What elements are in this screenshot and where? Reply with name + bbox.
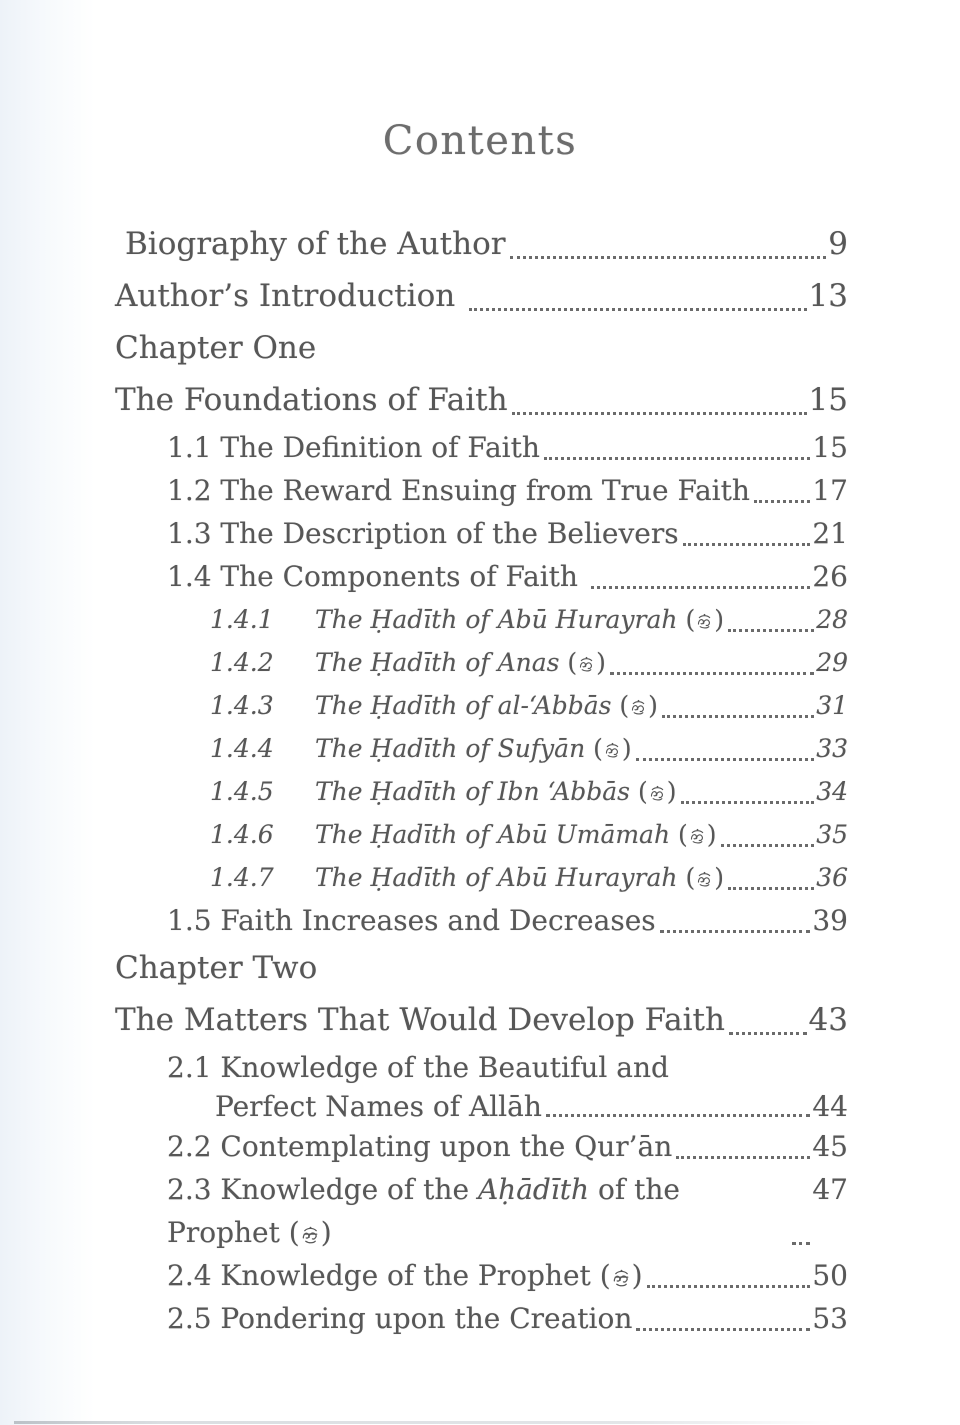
radi-allahu-anhu-icon	[577, 655, 596, 674]
toc-entry-number: 1.4.2	[210, 648, 274, 677]
toc-entry-2-1	[0, 1046, 960, 1125]
toc-entry-title: The Ḥadīth of Abū Hurayrah	[315, 863, 686, 892]
dot-leader	[510, 218, 827, 270]
radi-allahu-anhu-icon	[695, 612, 714, 631]
toc-entry-page: 50	[812, 1259, 848, 1292]
toc-entry-title: 2.2 Contemplating upon the Qur’ān	[167, 1130, 673, 1163]
toc-entry-title: The Matters That Would Develop Faith	[115, 1002, 725, 1038]
paren-close: )	[706, 820, 717, 849]
toc-entry-page: 21	[812, 517, 848, 550]
toc-entry-1-3	[167, 512, 960, 555]
toc-entry-number: 1.4.6	[210, 820, 274, 849]
toc-entry-title-line2: Perfect Names of Allāh	[215, 1090, 542, 1123]
toc-entry-page: 53	[812, 1302, 848, 1335]
dot-leader	[469, 270, 806, 322]
paren-close: )	[714, 605, 724, 634]
toc-entry-2-2	[167, 1125, 960, 1168]
radi-allahu-anhu-icon	[603, 741, 622, 760]
dot-leader	[647, 1254, 811, 1297]
dot-leader	[729, 994, 807, 1046]
toc-entry-number: 1.4.1	[210, 605, 274, 634]
dot-leader	[636, 1297, 810, 1340]
toc-entry-title-line1: 2.1 Knowledge of the Beautiful and	[167, 1051, 669, 1084]
dot-leader	[546, 1089, 810, 1125]
toc-entry-page: 15	[808, 382, 848, 418]
toc-entry-number: 1.4.5	[210, 777, 274, 806]
paren-close: )	[596, 648, 606, 677]
dot-leader	[676, 1125, 810, 1168]
toc-entry-1-4-3	[210, 684, 960, 727]
paren-close: )	[621, 734, 632, 763]
toc-chapter-one-label	[115, 322, 960, 374]
toc-entry-page: 43	[808, 1002, 848, 1038]
toc-entry-page: 17	[812, 474, 848, 507]
paren-open: (	[685, 863, 696, 892]
dot-leader	[681, 770, 815, 813]
chapter-label: Chapter Two	[115, 950, 318, 986]
toc-entry-number: 1.4.3	[210, 691, 274, 720]
toc-entry-page: 36	[816, 863, 848, 892]
toc-entry-page: 35	[816, 820, 848, 849]
toc-entry-1-4-1	[210, 598, 960, 641]
dot-leader	[792, 1168, 810, 1254]
toc-entry-title: 1.4 The Components of Faith	[167, 560, 587, 593]
toc-entry-authors-introduction	[115, 270, 960, 322]
toc-entry-1-4-6	[210, 813, 960, 856]
dot-leader	[721, 813, 815, 856]
dot-leader	[728, 598, 814, 641]
radi-allahu-anhu-icon	[629, 698, 648, 717]
toc-entry-page: 39	[812, 904, 848, 937]
toc-entry-2-5	[167, 1297, 960, 1340]
toc-entry-2-4	[167, 1254, 960, 1297]
dot-leader	[636, 727, 815, 770]
toc-entry-title: The Ḥadīth of Abū Umāmah	[315, 820, 679, 849]
dot-leader	[662, 684, 814, 727]
paren-open: (	[593, 734, 603, 763]
toc-entry-title: The Ḥadīth of Abū Hurayrah	[315, 605, 686, 634]
toc-entry-title: 1.5 Faith Increases and Decreases	[167, 904, 656, 937]
table-of-contents	[0, 218, 960, 1340]
toc-entry-title: Author’s Introduction	[115, 278, 466, 314]
page-title: Contents	[382, 118, 578, 164]
toc-entry-title: The Ḥadīth of Sufyān	[315, 734, 594, 763]
toc-entry-number: 1.4.4	[210, 734, 274, 763]
sallallahu-alayhi-wa-sallam-icon	[611, 1268, 632, 1289]
sallallahu-alayhi-wa-sallam-icon	[300, 1225, 321, 1246]
toc-entry-title: 2.4 Knowledge of the Prophet	[167, 1259, 600, 1292]
paren-close: )	[631, 1259, 643, 1292]
toc-entry-page: 26	[812, 560, 848, 593]
toc-entry-page: 31	[816, 691, 848, 720]
paren-open: (	[599, 1259, 611, 1292]
toc-entry-foundations-of-faith	[115, 374, 960, 426]
toc-entry-page: 33	[816, 734, 848, 763]
paren-open: (	[637, 777, 648, 806]
paren-open: (	[685, 605, 696, 634]
toc-entry-title: Biography of the Author	[125, 226, 506, 262]
toc-entry-title-part: 2.3 Knowledge of the	[167, 1173, 478, 1206]
dot-leader	[512, 374, 807, 426]
paren-open: (	[619, 691, 630, 720]
dot-leader	[544, 426, 810, 469]
toc-entry-2-3	[167, 1168, 960, 1254]
radi-allahu-anhu-icon	[688, 827, 707, 846]
toc-chapter-two-label	[115, 942, 960, 994]
toc-entry-title-part: of the Prophet	[167, 1173, 689, 1249]
dot-leader	[610, 641, 814, 684]
toc-entry-1-4	[167, 555, 960, 598]
toc-entry-title: 1.2 The Reward Ensuing from True Faith	[167, 474, 750, 507]
toc-entry-1-4-7	[210, 856, 960, 899]
toc-entry-page: 45	[812, 1130, 848, 1163]
toc-entry-page: 15	[812, 431, 848, 464]
dot-leader	[728, 856, 814, 899]
chapter-label: Chapter One	[115, 330, 317, 366]
toc-entry-title: 2.5 Pondering upon the Creation	[167, 1302, 633, 1335]
toc-entry-title-italic-word: Aḥādīth	[477, 1173, 590, 1206]
dot-leader	[683, 512, 811, 555]
radi-allahu-anhuma-icon	[648, 784, 667, 803]
paren-open: (	[288, 1216, 300, 1249]
toc-entry-page: 28	[816, 605, 848, 634]
toc-entry-page: 13	[808, 278, 848, 314]
radi-allahu-anhu-icon	[695, 870, 714, 889]
toc-entry-number: 1.4.7	[210, 863, 274, 892]
toc-entry-title: The Foundations of Faith	[115, 382, 508, 418]
toc-entry-1-4-2	[210, 641, 960, 684]
paren-close: )	[666, 777, 677, 806]
toc-entry-title: 1.1 The Definition of Faith	[167, 431, 540, 464]
toc-entry-matters-develop-faith	[115, 994, 960, 1046]
toc-entry-title: 1.3 The Description of the Believers	[167, 517, 679, 550]
dot-leader	[591, 555, 810, 598]
toc-entry-title: The Ḥadīth of al-‘Abbās	[315, 691, 620, 720]
toc-entry-title: The Ḥadīth of Anas	[315, 648, 568, 677]
paren-close: )	[320, 1216, 332, 1249]
toc-entry-title: The Ḥadīth of Ibn ‘Abbās	[315, 777, 638, 806]
toc-entry-biography	[125, 218, 960, 270]
toc-entry-page: 44	[812, 1090, 848, 1123]
toc-entry-1-4-4	[210, 727, 960, 770]
paren-open: (	[678, 820, 688, 849]
toc-entry-1-4-5	[210, 770, 960, 813]
toc-entry-1-2	[167, 469, 960, 512]
toc-entry-1-1	[167, 426, 960, 469]
paren-close: )	[648, 691, 658, 720]
scan-artifact-line	[14, 1421, 832, 1424]
toc-entry-1-5	[167, 899, 960, 942]
toc-entry-page: 9	[828, 226, 848, 262]
toc-entry-page: 29	[816, 648, 848, 677]
toc-entry-page: 47	[812, 1173, 848, 1206]
paren-close: )	[714, 863, 724, 892]
dot-leader	[660, 899, 811, 942]
paren-open: (	[567, 648, 578, 677]
dot-leader	[754, 469, 810, 512]
toc-entry-page: 34	[816, 777, 848, 806]
